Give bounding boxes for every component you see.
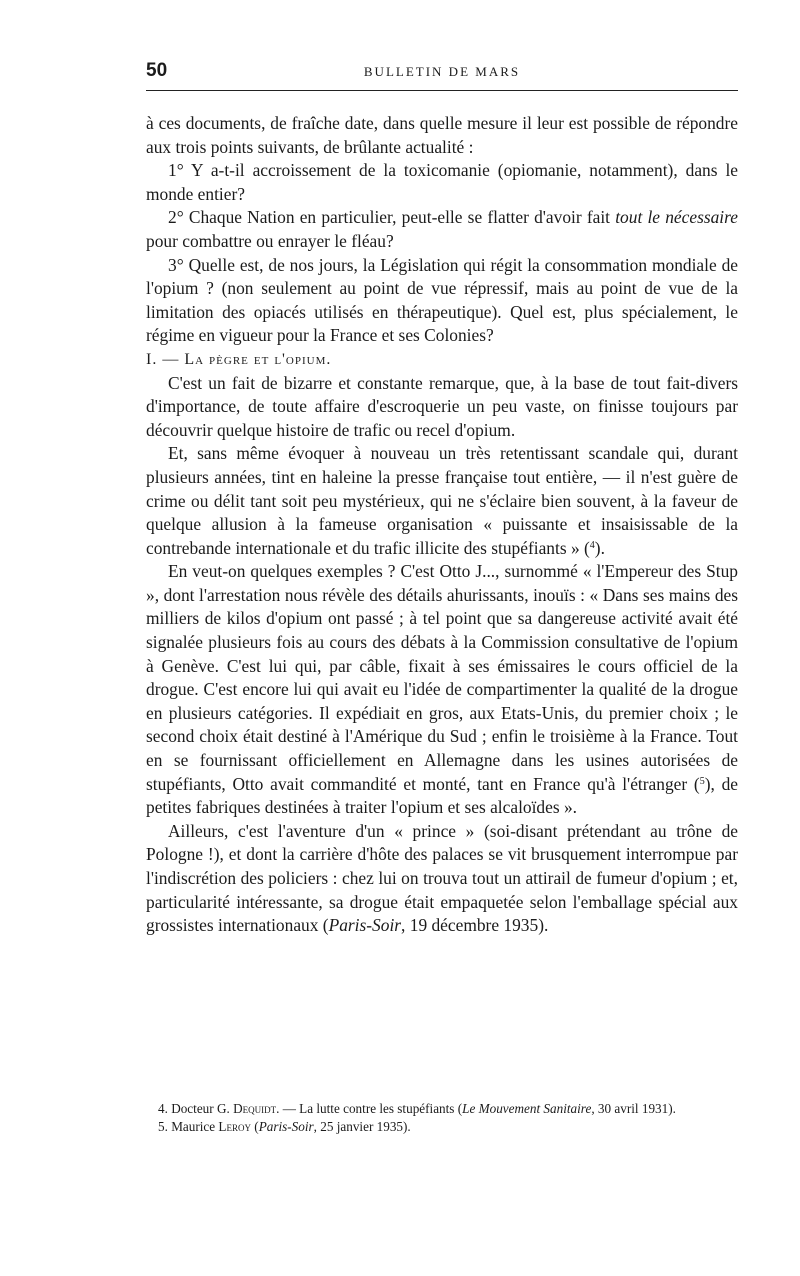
paragraph — [146, 442, 738, 560]
question-text: pour combattre ou enrayer le fléau? — [146, 230, 394, 251]
question-number: 1° — [168, 160, 184, 181]
paragraph-text: En veut-on quelques exemples ? C'est Otto J..., surnommé « l'Empereur des Stup », dont l'arrestation nous révèle des détails ahurissants, inouïs : « Dans ses mains des milliers de kilos d'opium ont passé ; à tel point que sa dangereuse activité avait été signalée plusieurs fois au cours des débats à la Commission consultative de l'opium à Genève. C'est lui qui, par câble, fixait à ses émissaires le cours officiel de la drogue. C'est encore lui qui avait eu l'idée de compartimenter la qualité de la drogue en plusieurs catégories. Il expédiait en gros, aux Etats-Unis, du premier choix ; le second choix était destiné à l'Amérique du Sud ; enfin le troisième à la France. Tout en se fournissant officiellement en Allemagne dans les usines autorisées de stupéfiants, Otto avait commandité et monté, tant en France qu'à l'étranger ( — [146, 561, 738, 794]
author-name: Dequidt — [233, 1101, 277, 1116]
question-3 — [146, 254, 738, 348]
emphasis-text: tout le nécessaire — [615, 207, 738, 228]
question-number: 2° — [168, 207, 184, 228]
question-number: 3° — [168, 254, 184, 275]
footnote-ref: 5 — [699, 775, 705, 787]
question-text: Chaque Nation en particulier, peut-elle se flatter d'avoir fait — [188, 207, 611, 228]
paragraph: C'est un fait de bizarre et constante remarque, que, à la base de tout fait-divers d'importance, de toute affaire d'escroquerie un peu vaste, on finisse toujours par découvrir quelque histoire de trafic ou recel d'opium. — [146, 372, 738, 440]
question-text: Quelle est, de nos jours, la Législation qui régit la consommation mondiale de l'opium ? (non seulement au point de vue répressif, mais au point de vue de la limitation des opiacés utilisés en thérapeutique). Quel est, plus spécialement, le régime en vigueur pour la France et ses Colonies? — [146, 254, 738, 346]
paragraph-text: Ailleurs, c'est l'aventure d'un « prince » (soi-disant prétendant au trône de Pologne !), et dont la carrière d'hôte des palaces se vit brusquement interrompue par l'indiscrétion des policiers : chez lui on trouva tout un attirail de fumeur d'opium ; et, particularité intéressante, sa drogue était empaquetée selon l'emballage spécial aux grossistes internationaux ( — [146, 820, 738, 936]
header-rule — [146, 90, 738, 91]
footnote-text: , 30 avril 1931). — [591, 1101, 676, 1116]
footnote-text: , 25 janvier 1935). — [313, 1118, 411, 1134]
body-text — [146, 112, 738, 938]
question-text: Y a-t-il accroissement de la toxicomanie (opiomanie, notamment), dans le monde entier? — [146, 160, 739, 204]
footnotes — [146, 1100, 738, 1135]
paragraph — [146, 820, 738, 938]
paragraph-text: , 19 décembre 1935). — [401, 915, 549, 936]
citation-title: Paris-Soir — [328, 915, 402, 936]
question-2 — [146, 206, 738, 253]
intro-paragraph: à ces documents, de fraîche date, dans quelle mesure il leur est possible de répondre aux trois points suivants, de brûlante actualité : — [146, 113, 738, 157]
paragraph-text: ). — [594, 537, 605, 558]
section-heading: I. — La pègre et l'opium. — [146, 350, 332, 368]
footnote-5 — [146, 1118, 738, 1136]
question-1 — [146, 159, 738, 206]
page-number: 50 — [146, 60, 168, 81]
footnote-ref: 4 — [589, 539, 595, 551]
footnote-text: ( — [250, 1118, 259, 1134]
citation-title: Paris-Soir — [258, 1118, 314, 1134]
footnote-number: 4. — [158, 1101, 168, 1116]
paragraph-text: Et, sans même évoquer à nouveau un très retentissant scandale qui, durant plusieurs années, tint en haleine la presse française tout entière, — il n'est guère de crime ou délit tant soit peu mystérieux, qui ne s'éclaire bien souvent, à la faveur de quelque allusion à la fameuse organisation « puissante et insaisissable de la contrebande internationale et du trafic illicite des stupéfiants » ( — [146, 443, 738, 558]
running-title: BULLETIN DE MARS — [363, 64, 521, 79]
citation-title: Le Mouvement Sanitaire — [462, 1101, 592, 1116]
footnote-4 — [146, 1100, 738, 1118]
footnote-text: Maurice — [171, 1118, 216, 1134]
author-name: Leroy — [218, 1118, 251, 1134]
footnote-number: 5. — [158, 1118, 168, 1134]
paragraph-text: ), de petites fabriques destinées à traiter l'opium et ses alcaloïdes ». — [146, 773, 739, 818]
page-header — [146, 60, 738, 90]
footnote-text: Docteur G. — [171, 1101, 230, 1116]
footnote-text: . — La lutte contre les stupéfiants ( — [276, 1101, 463, 1116]
paragraph — [146, 560, 738, 820]
